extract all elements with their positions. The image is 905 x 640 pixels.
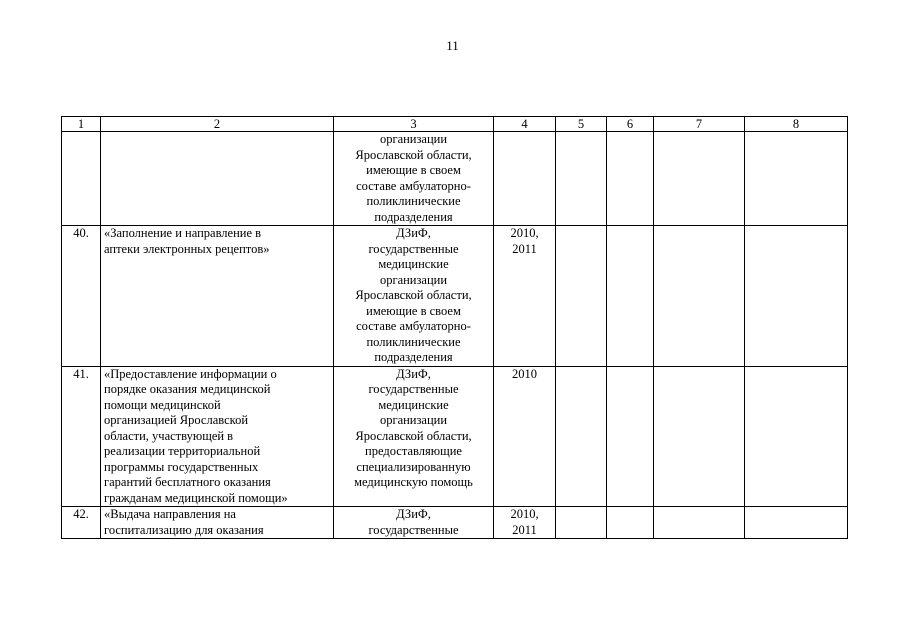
- row-number-cell: [62, 132, 101, 226]
- table-row: [62, 226, 848, 367]
- service-name-cell: [101, 132, 334, 226]
- responsible-org-cell: ДЗиФ, государственные: [334, 507, 494, 539]
- column-header: 8: [745, 117, 848, 132]
- column-header: 2: [101, 117, 334, 132]
- years-cell: 2010: [494, 366, 556, 507]
- table-cell: [607, 366, 654, 507]
- table-cell: [607, 132, 654, 226]
- service-name-cell: «Заполнение и направление в аптеки электронных рецептов»: [101, 226, 334, 367]
- services-table: [61, 116, 848, 539]
- table-cell: [556, 226, 607, 367]
- column-header: 5: [556, 117, 607, 132]
- page-number: 11: [446, 38, 459, 53]
- years-cell: 2010, 2011: [494, 507, 556, 539]
- table-cell: [654, 366, 745, 507]
- table-cell: [556, 132, 607, 226]
- table-cell: [745, 366, 848, 507]
- responsible-org-cell: организации Ярославской области, имеющие в своем составе амбулаторно- поликлинические подразделения: [334, 132, 494, 226]
- column-header: 4: [494, 117, 556, 132]
- table-cell: [654, 507, 745, 539]
- column-header: 6: [607, 117, 654, 132]
- column-header: 7: [654, 117, 745, 132]
- row-number-cell: 42.: [62, 507, 101, 539]
- table-cell: [607, 507, 654, 539]
- table-row: [62, 366, 848, 507]
- table-cell: [607, 226, 654, 367]
- responsible-org-cell: ДЗиФ, государственные медицинские организации Ярославской области, предоставляющие специализированную медицинскую помощь: [334, 366, 494, 507]
- column-header: 1: [62, 117, 101, 132]
- row-number-cell: 40.: [62, 226, 101, 367]
- table-header-row: [62, 117, 848, 132]
- years-cell: 2010, 2011: [494, 226, 556, 367]
- responsible-org-cell: ДЗиФ, государственные медицинские организации Ярославской области, имеющие в своем составе амбулаторно- поликлинические подразделения: [334, 226, 494, 367]
- table-cell: [556, 507, 607, 539]
- table-cell: [745, 226, 848, 367]
- column-header: 3: [334, 117, 494, 132]
- table-cell: [745, 132, 848, 226]
- service-name-cell: «Выдача направления на госпитализацию для оказания: [101, 507, 334, 539]
- service-name-cell: «Предоставление информации о порядке оказания медицинской помощи медицинской организацией Ярославской области, участвующей в реализации территориальной программы государственных гарантий бесплатного оказания гражданам медицинской помощи»: [101, 366, 334, 507]
- table-cell: [556, 366, 607, 507]
- years-cell: [494, 132, 556, 226]
- table-row: [62, 507, 848, 539]
- table-cell: [654, 226, 745, 367]
- table-cell: [654, 132, 745, 226]
- table-row: [62, 132, 848, 226]
- table-cell: [745, 507, 848, 539]
- row-number-cell: 41.: [62, 366, 101, 507]
